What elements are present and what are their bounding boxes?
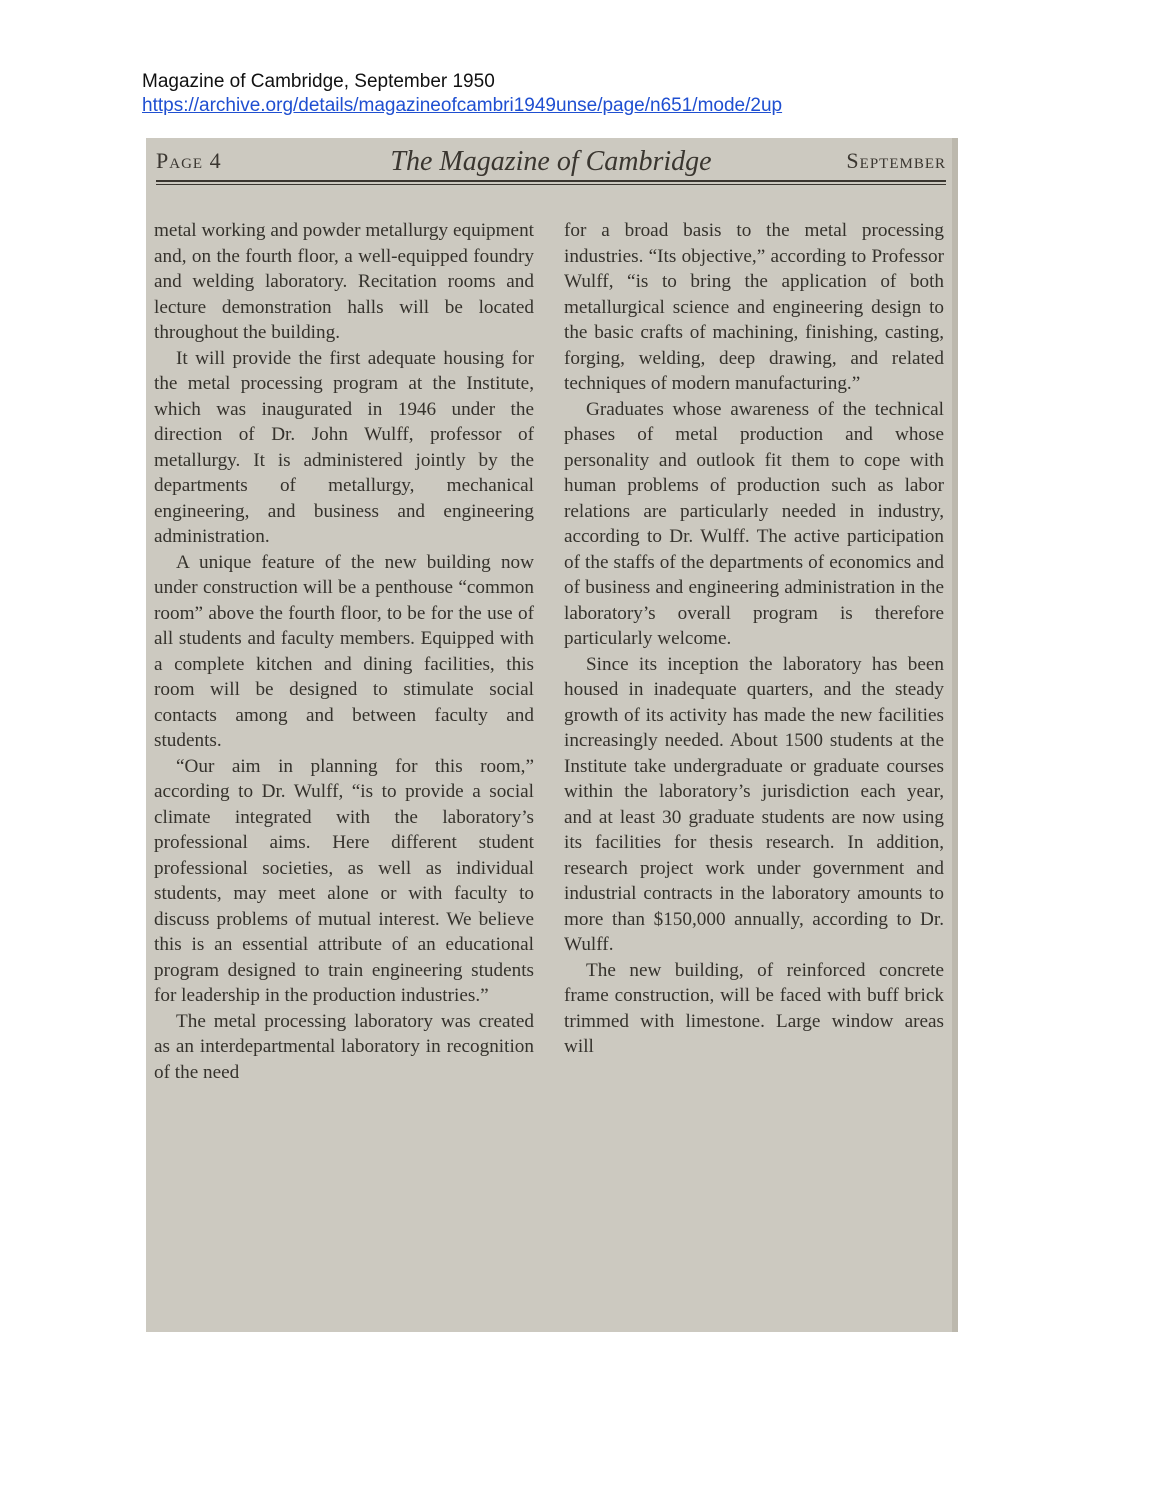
paragraph: metal working and powder metallurgy equipment and, on the fourth floor, a well-equipped foundry and welding laboratory. Recitation rooms and lecture demonstration halls will be located throughout the building. [154,220,534,343]
paragraph: A unique feature of the new building now under construction will be a penthouse “common room” above the fourth floor, to be for the use of all students and faculty members. Equipped with a complete kitchen and dining facilities, this room will be designed to stimulate social contacts among and between faculty and students. [154,551,534,751]
paragraph: Since its inception the laboratory has been housed in inadequate quarters, and the steady growth of its activity has made the new facilities increasingly needed. About 1500 students at the Institute take undergraduate or graduate courses within the laboratory’s jurisdiction each year, and at least 30 graduate students are now using its facilities for thesis research. In addition, research project work under government and industrial contracts in the laboratory amounts to more than $150,000 annually, according to Dr. Wulff. [564,653,944,955]
paragraph: “Our aim in planning for this room,” according to Dr. Wulff, “is to provide a social climate integrated with the laboratory’s professional aims. Here different student professional societies, as well as individual students, may meet alone or with faculty to discuss problems of mutual interest. We believe this is an essential attribute of an educational program designed to train engineering students for leadership in the production industries.” [154,755,534,1006]
masthead-rule [156,180,946,182]
scanned-page [146,138,958,1332]
paragraph: The metal processing laboratory was created as an interdepartmental laboratory in recognition of the need [154,1010,534,1083]
paragraph: for a broad basis to the metal processing industries. “Its objective,” according to Professor Wulff, “is to bring the application of both metallurgical science and engineering design to the basic crafts of machining, finishing, casting, forging, welding, deep drawing, and related techniques of modern manufacturing.” [564,220,944,394]
source-link[interactable]: https://archive.org/details/magazineofcambri1949unse/page/n651/mode/2up [142,95,783,116]
left-column [154,218,534,1085]
paragraph: The new building, of reinforced concrete frame construction, will be faced with buff brick trimmed with limestone. Large window areas will [564,959,944,1057]
paragraph: It will provide the first adequate housing for the metal processing program at the Institute, which was inaugurated in 1946 under the direction of Dr. John Wulff, professor of metallurgy. It is administered jointly by the departments of metallurgy, mechanical engineering, and business and engineering administration. [154,347,534,547]
page-number: Page 4 [156,148,222,173]
paragraph: Graduates whose awareness of the technical phases of metal production and whose personality and outlook fit them to cope with human problems of production such as labor relations are particularly needed in industry, according to Dr. Wulff. The active participation of the staffs of the departments of economics and of business and engineering administration in the laboratory’s overall program is therefore particularly welcome. [564,398,944,649]
publication-name: The Magazine of Cambridge [390,146,712,177]
masthead [156,148,946,182]
masthead-rule-thin [156,184,946,185]
issue-month: September [846,148,946,173]
scan-edge [952,138,958,1332]
right-column [564,218,944,1060]
document-title: Magazine of Cambridge, September 1950 [142,71,495,92]
document-header [142,70,942,118]
